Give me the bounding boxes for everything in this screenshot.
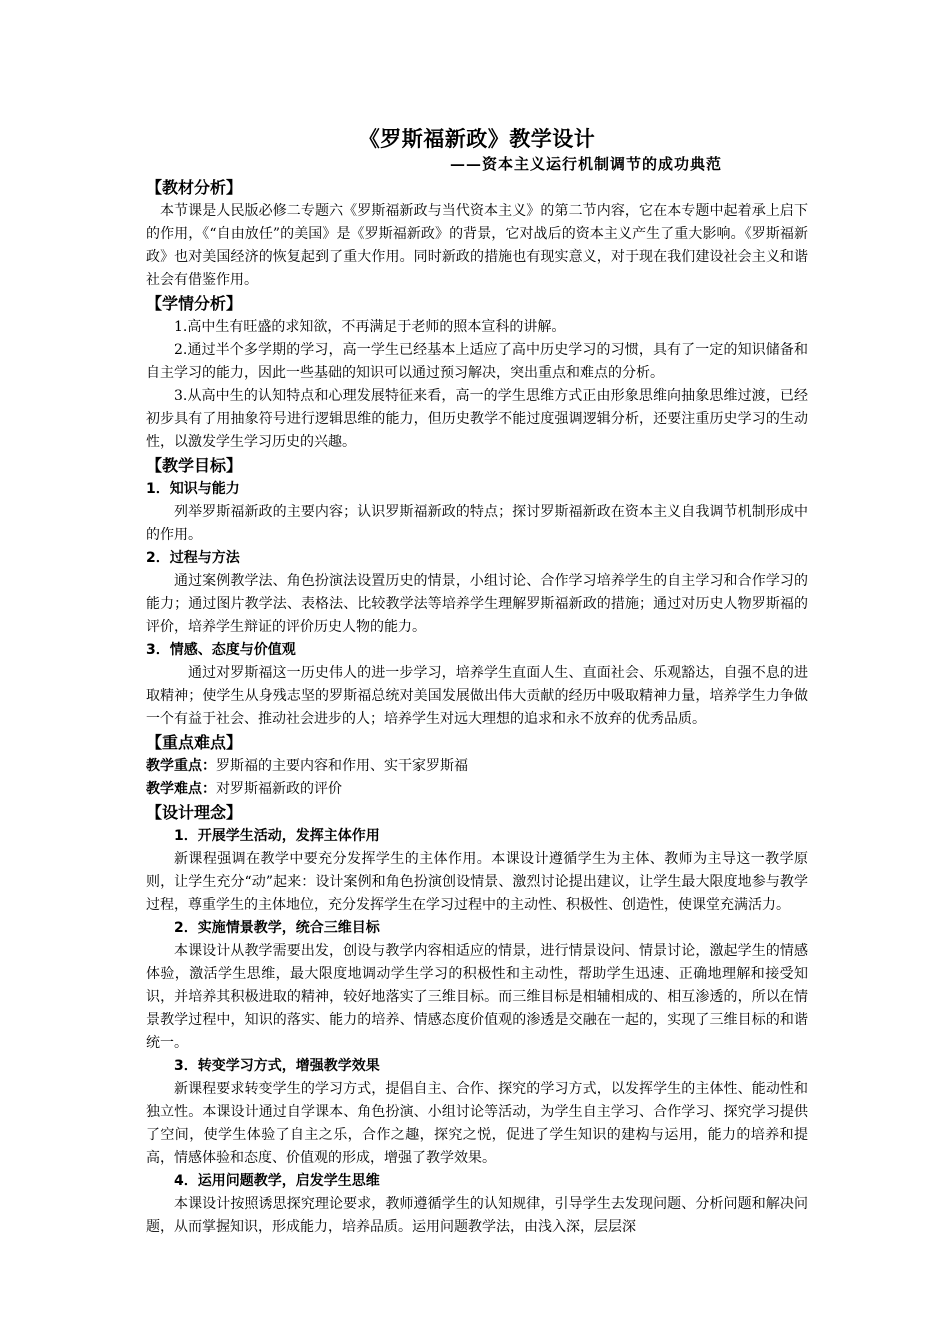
concept-4-title: 4．运用问题教学，启发学生思维 [174, 1173, 380, 1189]
difficulty-line [146, 778, 808, 801]
concept-4-text: 本课设计按照诱思探究理论要求，教师遵循学生的认知规律，引导学生去发现问题、分析问题和解决问题，从而掌握知识，形成能力，培养品质。运用问题教学法，由浅入深，层层深 [146, 1196, 808, 1235]
students-item-1: 1.高中生有旺盛的求知欲，不再满足于老师的照本宣科的讲解。 [174, 319, 566, 335]
concept-2-text: 本课设计从教学需要出发，创设与教学内容相适应的情景，进行情景设问、情景讨论，激起学生的情感体验，激活学生思维，最大限度地调动学生学习的积极性和主动性，帮助学生迅速、正确地理解和接受知识，并培养其积极进取的精神，较好地落实了三维目标。而三维目标是相辅相成的、相互渗透的，所以在情景教学过程中，知识的落实、能力的培养、情感态度价值观的渗透是交融在一起的，实现了三维目标的和谐统一。 [146, 943, 808, 1051]
difficulty-text: 对罗斯福新政的评价 [216, 781, 342, 797]
concept-1-text: 新课程强调在教学中要充分发挥学生的主体作用。本课设计遵循学生为主体、教师为主导这一教学原则，让学生充分“动”起来：设计案例和角色扮演创设情景、激烈讨论提出建议，让学生最大限度地参与教学过程，尊重学生的主体地位，充分发挥学生在学习过程中的主动性、积极性、创造性，使课堂充满活力。 [146, 851, 808, 913]
section-heading-material: 【教材分析】 [146, 178, 243, 197]
goal-3-text: 通过对罗斯福这一历史伟人的进一步学习，培养学生直面人生、直面社会、乐观豁达，自强不息的进取精神；使学生从身残志坚的罗斯福总统对美国发展做出伟大贡献的经历中吸取精神力量，培养学生力争做一个有益于社会、推动社会进步的人；培养学生对远大理想的追求和永不放弃的优秀品质。 [146, 665, 808, 727]
difficulty-label: 教学难点： [146, 781, 216, 797]
goal-1-title: 1．知识与能力 [146, 481, 240, 497]
key-point-text: 罗斯福的主要内容和作用、实干家罗斯福 [216, 758, 468, 774]
section-heading-concept: 【设计理念】 [146, 803, 243, 822]
goal-2-title: 2．过程与方法 [146, 550, 240, 566]
students-item-2: 2.通过半个多学期的学习，高一学生已经基本上适应了高中历史学习的习惯，具有了一定的知识储备和自主学习的能力，因此一些基础的知识可以通过预习解决，突出重点和难点的分析。 [146, 342, 808, 381]
key-point-label: 教学重点： [146, 758, 216, 774]
goal-2-text: 通过案例教学法、角色扮演法设置历史的情景，小组讨论、合作学习培养学生的自主学习和合作学习的能力；通过图片教学法、表格法、比较教学法等培养学生理解罗斯福新政的措施；通过对历史人物罗斯福的评价，培养学生辩证的评价历史人物的能力。 [146, 573, 808, 635]
section-heading-students: 【学情分析】 [146, 294, 243, 313]
section-heading-goals: 【教学目标】 [146, 456, 243, 475]
goal-3-title: 3．情感、态度与价值观 [146, 642, 296, 658]
document-title: 《罗斯福新政》教学设计 [358, 126, 596, 151]
document-subtitle: ——资本主义运行机制调节的成功典范 [449, 155, 722, 173]
concept-2-title: 2．实施情景教学，统合三维目标 [174, 920, 380, 936]
section-heading-keypoints: 【重点难点】 [146, 733, 243, 752]
concept-1-title: 1．开展学生活动，发挥主体作用 [174, 828, 380, 844]
document-body [146, 126, 808, 1239]
concept-3-title: 3．转变学习方式，增强教学效果 [174, 1058, 380, 1074]
students-item-3: 3.从高中生的认知特点和心理发展特征来看，高一的学生思维方式正由形象思维向抽象思维过渡，已经初步具有了用抽象符号进行逻辑思维的能力，但历史教学不能过度强调逻辑分析，还要注重历史学习的生动性，以激发学生学习历史的兴趣。 [146, 388, 808, 450]
material-paragraph: 本节课是人民版必修二专题六《罗斯福新政与当代资本主义》的第二节内容，它在本专题中起着承上启下的作用，《“自由放任”的美国》是《罗斯福新政》的背景，它对战后的资本主义产生了重大影响。《罗斯福新政》也对美国经济的恢复起到了重大作用。同时新政的措施也有现实意义，对于现在我们建设社会主义和谐社会有借鉴作用。 [146, 203, 808, 288]
goal-1-text: 列举罗斯福新政的主要内容；认识罗斯福新政的特点；探讨罗斯福新政在资本主义自我调节机制形成中的作用。 [146, 504, 808, 543]
concept-3-text: 新课程要求转变学生的学习方式，提倡自主、合作、探究的学习方式，以发挥学生的主体性、能动性和独立性。本课设计通过自学课本、角色扮演、小组讨论等活动，为学生自主学习、合作学习、探究学习提供了空间，使学生体验了自主之乐，合作之趣，探究之悦，促进了学生知识的建构与运用，能力的培养和提高，情感体验和态度、价值观的形成，增强了教学效果。 [146, 1081, 808, 1166]
key-point-line [146, 755, 808, 778]
